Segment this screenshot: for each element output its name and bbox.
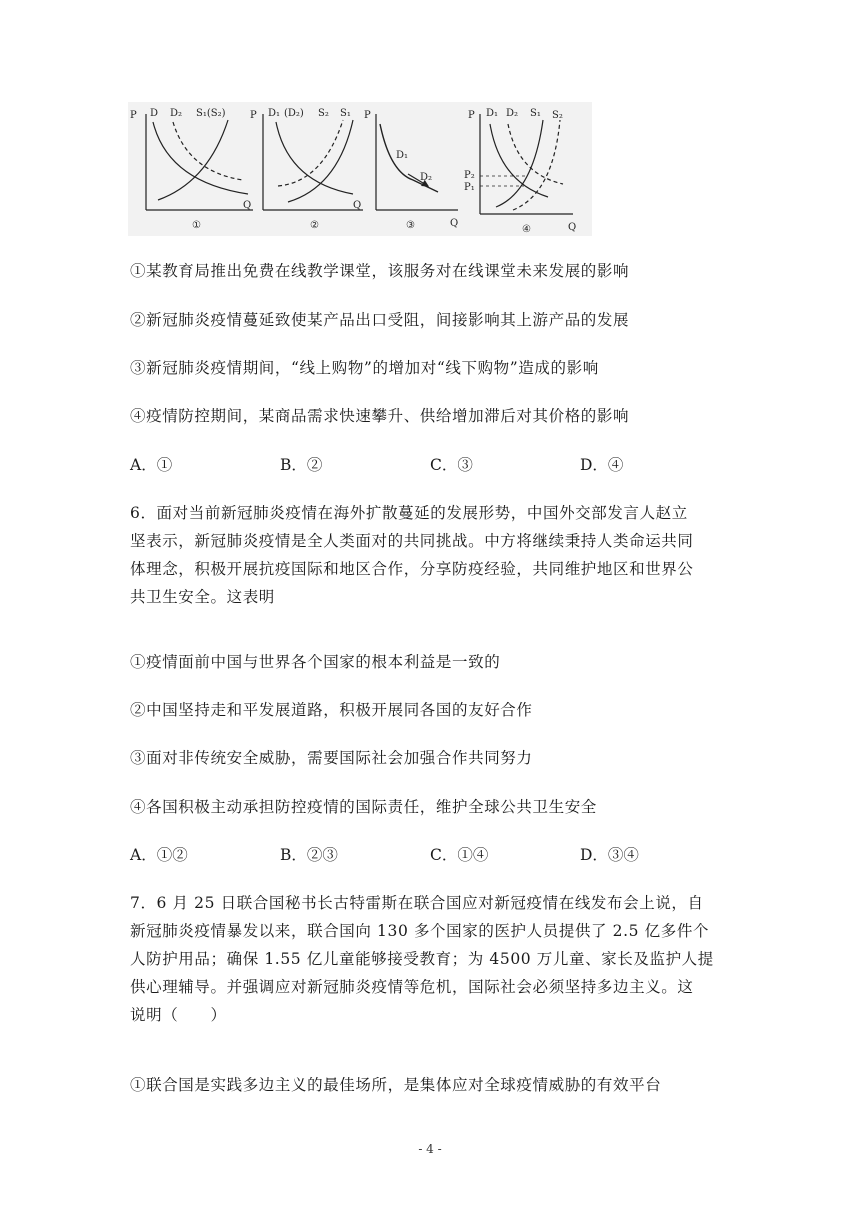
q5-option-b: B．② [280,456,323,474]
graph-3-q-label: Q [450,218,459,229]
graph-4-p1-label: P₁ [464,182,475,193]
graph-1-p-label: P [130,110,137,121]
q6-item-4: ④各国积极主动承担防控疫情的国际责任，维护全球公共卫生安全 [130,798,597,816]
graph-3-d1-label: D₁ [396,150,409,161]
graph-3-p-label: P [364,110,371,121]
q6-option-c: C．①④ [430,846,489,864]
graph-4-s1-label: S₁ [530,108,541,119]
graph-2-number: ② [310,220,319,231]
graph-4-s2-label: S₂ [552,110,563,121]
graph-4-p-label: P [468,110,475,121]
q7-stem-line: 人防护用品；确保 1.55 亿儿童能够接受教育；为 4500 万儿童、家长及监护人提 [130,950,714,968]
graph-1-d-label: D [150,108,159,119]
q6-option-b: B．②③ [280,846,338,864]
supply-demand-figure [128,102,592,236]
q5-item-1: ①某教育局推出免费在线教学课堂，该服务对在线课堂未来发展的影响 [130,262,630,280]
graph-2-d2-label: (D₂) [284,108,304,119]
graph-3-number: ③ [406,220,415,231]
q5-item-4: ④疫情防控期间，某商品需求快速攀升、供给增加滞后对其价格的影响 [130,407,630,425]
graph-4-q-label: Q [568,222,577,233]
q5-option-a: A．① [130,456,173,474]
q6-option-d: D．③④ [580,846,639,864]
q6-stem [130,499,730,611]
q6-item-1: ①疫情面前中国与世界各个国家的根本利益是一致的 [130,653,501,671]
graph-4-p2-label: P₂ [464,170,475,181]
graph-1 [130,108,253,231]
q7-stem-line: 供心理辅导。并强调应对新冠肺炎疫情等危机，国际社会必须坚持多边主义。这 [130,978,694,996]
q7-stem-line: 7．6 月 25 日联合国秘书长古特雷斯在联合国应对新冠疫情在线发布会上说，自 [130,894,704,912]
graph-3-d2-label: D₂ [420,172,433,183]
graph-2-p-label: P [250,110,257,121]
graph-2-s2-label: S₂ [318,108,329,119]
graph-4-number: ④ [522,224,531,235]
graph-2-s1-label: S₁ [340,108,351,119]
q7-stem-line: 说明（ ） [130,1006,227,1024]
graph-4-d2-label: D₂ [506,108,519,119]
q5-item-3: ③新冠肺炎疫情期间，“线上购物”的增加对“线下购物”造成的影响 [130,359,599,377]
supply-demand-graphs [128,102,592,236]
graph-1-q-label: Q [243,200,252,211]
graph-2-q-label: Q [353,200,362,211]
graph-1-number: ① [192,220,201,231]
q6-stem-line: 体理念，积极开展抗疫国际和地区合作，分享防疫经验，共同维护地区和世界公 [130,560,694,578]
q7-stem-line: 新冠肺炎疫情暴发以来，联合国向 130 多个国家的医护人员提供了 2.5 亿多件个 [130,922,710,940]
graph-4 [464,108,576,235]
q6-option-a: A．①② [130,846,188,864]
q6-stem-line: 坚表示，新冠肺炎疫情是全人类面对的共同挑战。中方将继续秉持人类命运共同 [130,532,694,550]
q7-stem [130,889,730,1029]
q6-item-2: ②中国坚持走和平发展道路，积极开展同各国的友好合作 [130,701,533,719]
page-number: - 4 - [418,1142,442,1156]
graph-3 [364,110,458,231]
graph-2 [250,108,363,231]
graph-2-d1-label: D₁ [268,108,281,119]
q7-item-1: ①联合国是实践多边主义的最佳场所，是集体应对全球疫情威胁的有效平台 [130,1076,662,1094]
graph-1-s-label: S₁(S₂) [196,108,226,119]
q5-option-c: C．③ [430,456,473,474]
q5-item-2: ②新冠肺炎疫情蔓延致使某产品出口受阻，间接影响其上游产品的发展 [130,311,630,329]
q5-option-d: D．④ [580,456,624,474]
q6-stem-line: 共卫生安全。这表明 [130,588,275,606]
graph-4-d1-label: D₁ [486,108,499,119]
q6-stem-line: 6．面对当前新冠肺炎疫情在海外扩散蔓延的发展形势，中国外交部发言人赵立 [130,504,688,522]
graph-1-d2-label: D₂ [170,108,183,119]
q6-item-3: ③面对非传统安全威胁，需要国际社会加强合作共同努力 [130,749,533,767]
